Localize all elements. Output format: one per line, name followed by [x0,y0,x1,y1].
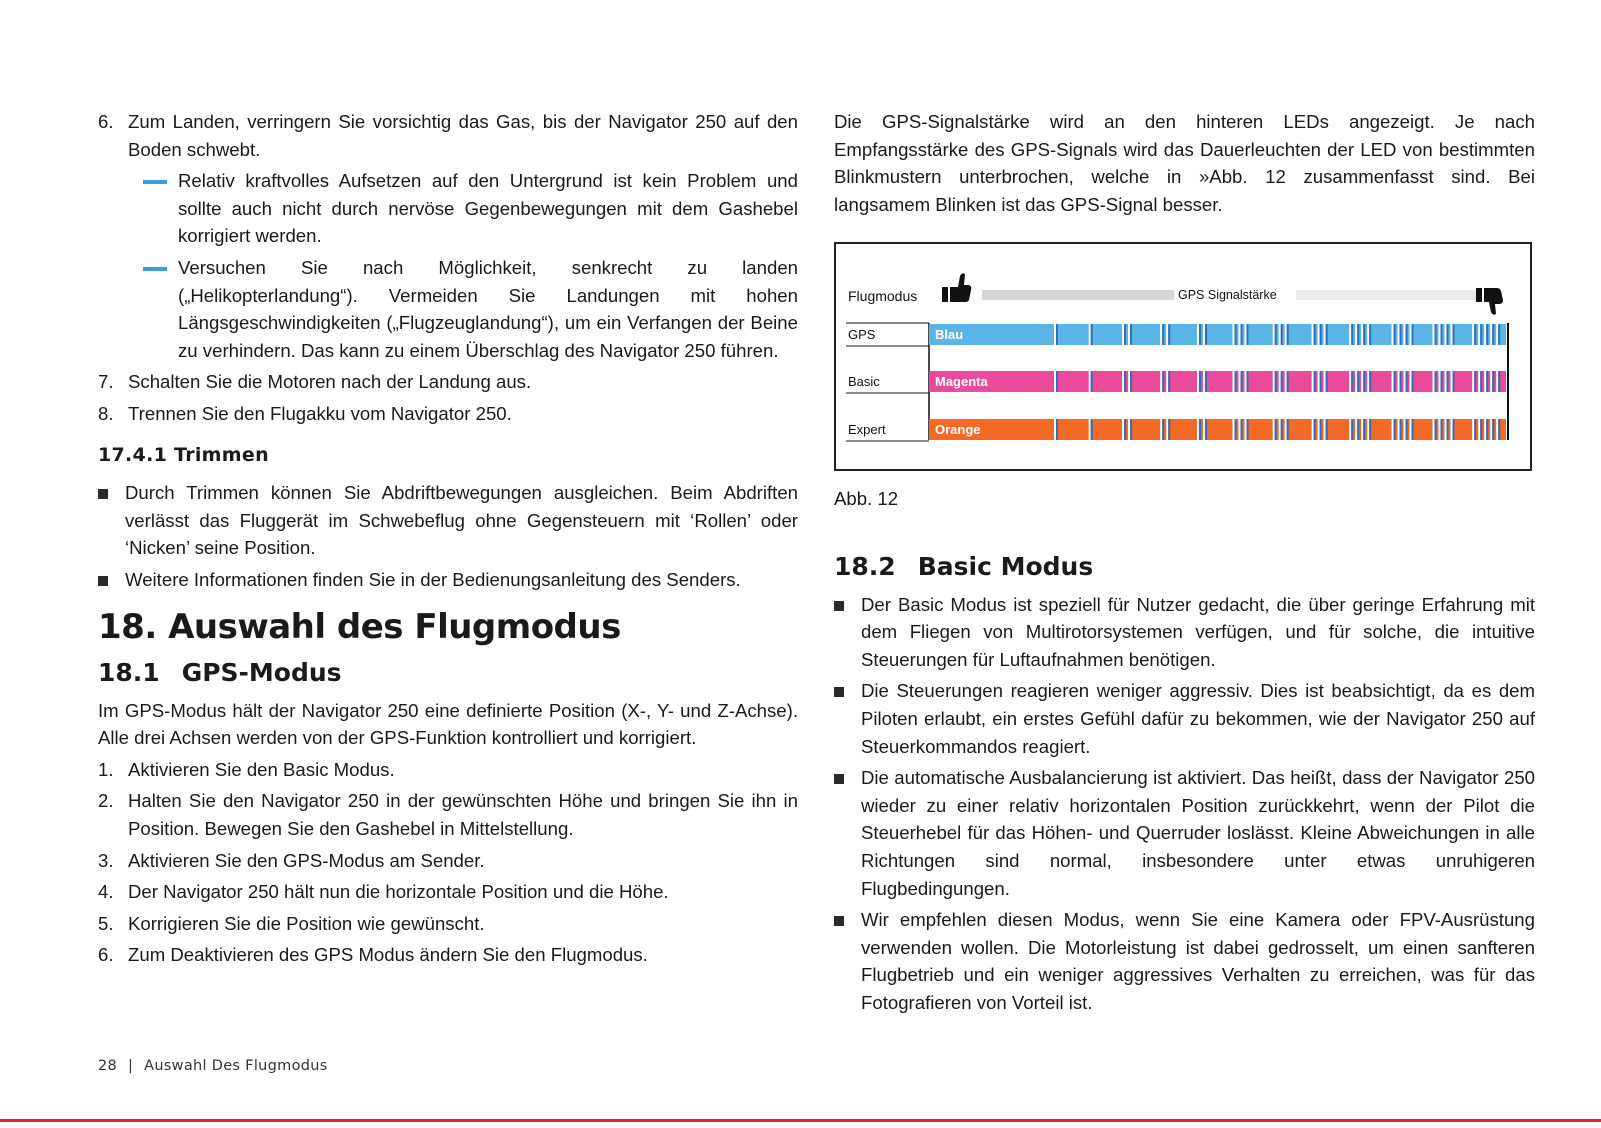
blink-stripe [1486,371,1488,392]
blink-gap [1197,371,1199,392]
blink-stripe [1351,419,1353,440]
thumbs-down-icon [1476,288,1503,315]
blink-stripe [1199,324,1201,345]
blink-gap [1239,324,1241,345]
blink-gap [1361,371,1363,392]
blink-gap [1233,419,1235,440]
list-text: Aktivieren Sie den Basic Modus. [128,758,395,780]
blink-gap [1451,324,1453,345]
blink-stripe [1412,324,1414,345]
list-item [98,756,798,784]
bullet-item [98,566,798,594]
blink-gap [1410,419,1412,440]
blink-stripe [1124,419,1126,440]
blink-gap [1245,419,1247,440]
list-text: Aktivieren Sie den GPS-Modus am Sender. [128,849,485,871]
thumbs-up-icon [942,274,971,303]
blink-gap [1324,371,1326,392]
blink-gap [1324,324,1326,345]
led-bar-basic [929,371,1506,392]
gps-intro: Im GPS-Modus hält der Navigator 250 eine definierte Position (X-, Y- und Z-Achse). Alle drei Achsen werden von der GPS-Funktion kontrolliert und korrigiert. [98,699,798,749]
blink-gap [1197,419,1199,440]
blink-gap [1472,419,1474,440]
blink-stripe [1314,419,1316,440]
blink-stripe [1130,419,1132,440]
blink-gap [1490,419,1492,440]
blink-stripe [1474,371,1476,392]
blink-stripe [1326,419,1328,440]
blink-stripe [1235,419,1237,440]
blink-gap [1089,419,1091,440]
blink-gap [1273,419,1275,440]
blink-stripe [1056,371,1058,392]
blink-stripe [1320,371,1322,392]
blink-gap [1478,324,1480,345]
blink-stripe [1412,371,1414,392]
blink-gap [1410,371,1412,392]
blink-stripe [1326,371,1328,392]
blink-gap [1349,419,1351,440]
blink-stripe [1453,324,1455,345]
blink-gap [1239,371,1241,392]
blink-stripe [1480,371,1482,392]
bottom-accent-line [0,1119,1601,1122]
chapter-title: 18. Auswahl des Flugmodus [98,606,621,647]
blink-stripe [1357,371,1359,392]
blink-gap [1472,324,1474,345]
led-bar-gps [929,324,1506,345]
blink-stripe [1162,324,1164,345]
blink-gap [1203,419,1205,440]
blink-stripe [1124,371,1126,392]
blink-stripe [1400,324,1402,345]
blink-gap [1445,324,1447,345]
blink-stripe [1091,324,1093,345]
blink-stripe [1235,324,1237,345]
blink-stripe [1474,419,1476,440]
list-text: Halten Sie den Navigator 250 in der gewünschten Höhe und bringen Sie ihn in Position. Bewegen Sie den Gashebel in Mittelstellung. [128,790,798,840]
blink-stripe [1406,324,1408,345]
basic-heading-number: 18.2 [834,551,896,581]
blink-stripe [1394,324,1396,345]
blink-stripe [1199,419,1201,440]
blink-gap [1439,324,1441,345]
blink-stripe [1435,419,1437,440]
blink-stripe [1205,371,1207,392]
blink-stripe [1369,324,1371,345]
square-bullet-icon [834,601,844,611]
blink-gap [1166,371,1168,392]
blink-gap [1122,371,1124,392]
page-footer [98,1058,328,1074]
blink-gap [1203,324,1205,345]
blink-stripe [1363,419,1365,440]
blink-stripe [1435,371,1437,392]
bullet-item [834,764,1535,902]
blink-stripe [1406,419,1408,440]
blink-stripe [1247,324,1249,345]
list-item [98,368,798,396]
list-item [98,878,798,906]
blink-gap [1122,324,1124,345]
blink-stripe [1326,324,1328,345]
dash-bullet-icon [143,180,167,184]
blink-stripe [1281,324,1283,345]
blink-gap [1451,419,1453,440]
mode-label-gps: GPS [848,327,876,343]
blink-gap [1398,371,1400,392]
list-text: Der Navigator 250 hält nun die horizontale Position und die Höhe. [128,881,669,903]
blink-stripe [1369,371,1371,392]
blink-stripe [1498,324,1500,345]
bullet-text: Der Basic Modus ist speziell für Nutzer gedacht, die über geringe Erfahrung mit dem Fliegen von Multirotorsystemen verfügen, und für solche, die intuitive Steuerungen für Luftaufnahmen benötigen. [861,593,1535,670]
blink-gap [1197,324,1199,345]
blink-gap [1312,324,1314,345]
list-item [98,941,798,969]
blink-stripe [1492,371,1494,392]
led-color-label: Magenta [935,374,988,390]
blink-stripe [1241,419,1243,440]
list-number: 6. [98,944,114,966]
blink-gap [1349,371,1351,392]
blink-gap [1273,371,1275,392]
blink-gap [1439,419,1441,440]
mode-label-expert: Expert [848,422,886,438]
blink-gap [1398,324,1400,345]
blink-gap [1355,371,1357,392]
blink-gap [1324,419,1326,440]
blink-gap [1122,419,1124,440]
list-item [98,787,798,842]
blink-gap [1312,419,1314,440]
blink-stripe [1363,371,1365,392]
blink-stripe [1320,324,1322,345]
blink-gap [1160,371,1162,392]
blink-stripe [1394,419,1396,440]
blink-gap [1355,324,1357,345]
bullet-item [98,479,798,562]
blink-stripe [1091,371,1093,392]
blink-stripe [1275,324,1277,345]
sub-list-text: Relativ kraftvolles Aufsetzen auf den Untergrund ist kein Problem und sollte auch nicht durch nervöse Gegenbewegungen mit dem Gashebel korrigiert werden. [178,170,798,247]
blink-gap [1496,371,1498,392]
blink-gap [1472,371,1474,392]
blink-gap [1054,371,1056,392]
blink-stripe [1314,324,1316,345]
list-item [98,400,798,428]
blink-gap [1285,324,1287,345]
blink-gap [1089,371,1091,392]
blink-gap [1367,324,1369,345]
blink-stripe [1400,371,1402,392]
bullet-item [834,906,1535,1016]
sub-list-text: Versuchen Sie nach Möglichkeit, senkrecht zu landen („Helikopterlandung“). Vermeiden Sie Landungen mit hohen Längsgeschwindigkeiten („Flugzeuglandung“), um ein Verfangen der Beine zu verhindern. Das kann zu einem Überschlag des Navigator 250 führen. [178,256,798,361]
blink-gap [1496,324,1498,345]
blink-stripe [1275,419,1277,440]
blink-stripe [1492,419,1494,440]
blink-gap [1054,419,1056,440]
blink-stripe [1486,324,1488,345]
list-text: Trennen Sie den Flugakku vom Navigator 250. [128,402,512,424]
blink-stripe [1314,371,1316,392]
blink-gap [1410,324,1412,345]
blink-stripe [1453,371,1455,392]
list-number: 5. [98,912,114,934]
blink-gap [1160,419,1162,440]
blink-gap [1433,371,1435,392]
blink-stripe [1498,419,1500,440]
bullet-text: Die automatische Ausbalancierung ist aktiviert. Das heißt, dass der Navigator 250 wieder zu einer relativ horizontalen Position zurückkehrt, wenn der Pilot die Steuerhebel für das Höhen- und Querruder loslässt. Kleine Abweichungen in alle Richtungen sind normal, insbesondere unter etwas unruhigeren Flugbedingungen. [861,767,1535,899]
blink-gap [1279,324,1281,345]
flugmodus-label: Flugmodus [848,288,918,305]
blink-stripe [1474,324,1476,345]
blink-gap [1279,371,1281,392]
list-number: 4. [98,881,114,903]
blink-stripe [1130,324,1132,345]
mode-label-basic: Basic [848,374,880,390]
bullet-text: Die Steuerungen reagieren weniger aggressiv. Dies ist beabsichtigt, da es dem Piloten erlaubt, ein erstes Gefühl dafür zu bekommen, wie der Navigator 250 auf Steuerkommandos reagiert. [861,680,1535,757]
blink-gap [1160,324,1162,345]
list-item [98,910,798,938]
blink-gap [1445,419,1447,440]
blink-stripe [1205,419,1207,440]
blink-gap [1490,371,1492,392]
blink-gap [1233,371,1235,392]
blink-gap [1439,371,1441,392]
trimmen-heading: 17.4.1 Trimmen [98,443,269,466]
blink-gap [1361,324,1363,345]
square-bullet-icon [98,489,108,499]
blink-gap [1478,371,1480,392]
blink-stripe [1287,324,1289,345]
page-number: 28 [98,1058,118,1074]
blink-stripe [1247,419,1249,440]
bullet-item [834,591,1535,674]
blink-stripe [1447,371,1449,392]
blink-stripe [1492,324,1494,345]
blink-stripe [1357,419,1359,440]
blink-stripe [1275,371,1277,392]
list-number: 3. [98,849,114,871]
blink-stripe [1056,419,1058,440]
signal-bar-left [982,290,1174,300]
blink-stripe [1168,371,1170,392]
led-rows [846,323,1506,441]
blink-stripe [1320,419,1322,440]
blink-gap [1349,324,1351,345]
blink-gap [1285,419,1287,440]
list-text: Korrigieren Sie die Position wie gewünscht. [128,912,485,934]
blink-stripe [1447,324,1449,345]
blink-stripe [1130,371,1132,392]
list-number: 7. [98,371,114,393]
blink-gap [1273,324,1275,345]
blink-stripe [1162,419,1164,440]
blink-stripe [1281,419,1283,440]
blink-gap [1279,419,1281,440]
blink-stripe [1281,371,1283,392]
led-color-label: Orange [935,422,981,438]
blink-gap [1433,324,1435,345]
blink-gap [1318,371,1320,392]
sub-list-item [143,254,798,364]
blink-gap [1089,324,1091,345]
list-text: Zum Landen, verringern Sie vorsichtig das Gas, bis der Navigator 250 auf den Boden schwebt. [128,111,798,160]
blink-gap [1478,419,1480,440]
blink-stripe [1447,419,1449,440]
blink-gap [1484,419,1486,440]
figure-caption: Abb. 12 [834,488,899,510]
blink-gap [1128,419,1130,440]
blink-gap [1233,324,1235,345]
list-number: 8. [98,402,114,424]
blink-stripe [1480,324,1482,345]
square-bullet-icon [98,576,108,586]
gps-signal-intro: Die GPS-Signalstärke wird an den hinteren LEDs angezeigt. Je nach Empfangsstärke des GPS-Signals wird das Dauerleuchten der LED von bestimmten Blinkmustern unterbrochen, welche in »Abb. 12 zusammenfasst sind. Bei langsamem Blinken ist das GPS-Signal besser. [834,111,1535,215]
led-pattern-figure [834,242,1532,471]
blink-stripe [1441,324,1443,345]
blink-gap [1433,419,1435,440]
blink-gap [1245,324,1247,345]
blink-stripe [1394,371,1396,392]
blink-gap [1054,324,1056,345]
blink-stripe [1056,324,1058,345]
blink-stripe [1357,324,1359,345]
blink-gap [1128,371,1130,392]
blink-gap [1445,371,1447,392]
list-number: 2. [98,790,114,812]
blink-stripe [1351,371,1353,392]
blink-gap [1392,324,1394,345]
blink-gap [1239,419,1241,440]
blink-stripe [1199,371,1201,392]
blink-stripe [1241,371,1243,392]
blink-gap [1451,371,1453,392]
blink-stripe [1287,419,1289,440]
led-pattern-diagram [836,244,1534,473]
blink-gap [1392,419,1394,440]
blink-gap [1484,371,1486,392]
sub-list-item [143,167,798,250]
bullet-text: Durch Trimmen können Sie Abdriftbewegungen ausgleichen. Beim Abdriften verlässt das Fluggerät im Schwebeflug ohne Gegensteuern mit ‘Rollen’ oder ‘Nicken’ seine Position. [125,482,798,559]
blink-gap [1128,324,1130,345]
footer-separator: | [127,1058,134,1074]
blink-stripe [1241,324,1243,345]
blink-stripe [1369,419,1371,440]
square-bullet-icon [834,774,844,784]
led-bar-expert [929,419,1506,440]
blink-stripe [1205,324,1207,345]
signal-strength-label: GPS Signalstärke [1178,288,1277,303]
bullet-text: Weitere Informationen finden Sie in der Bedienungsanleitung des Senders. [125,568,741,590]
blink-gap [1355,419,1357,440]
left-column [98,108,798,973]
basic-heading-title: Basic Modus [917,551,1094,581]
gps-heading-title: GPS-Modus [181,658,342,688]
blink-stripe [1406,371,1408,392]
dash-bullet-icon [143,267,167,271]
right-column [834,108,1535,1020]
blink-stripe [1168,324,1170,345]
gps-heading [98,659,798,687]
list-item [98,847,798,875]
blink-stripe [1247,371,1249,392]
blink-stripe [1162,371,1164,392]
blink-gap [1367,419,1369,440]
blink-stripe [1091,419,1093,440]
blink-stripe [1287,371,1289,392]
signal-bar-right [1296,290,1476,300]
blink-gap [1490,324,1492,345]
led-color-label: Blau [935,327,964,343]
blink-stripe [1351,324,1353,345]
blink-gap [1496,419,1498,440]
blink-stripe [1486,419,1488,440]
blink-gap [1312,371,1314,392]
square-bullet-icon [834,687,844,697]
blink-gap [1285,371,1287,392]
blink-stripe [1480,419,1482,440]
blink-gap [1166,419,1168,440]
blink-stripe [1441,371,1443,392]
footer-section: Auswahl Des Flugmodus [144,1058,328,1074]
blink-gap [1367,371,1369,392]
list-number: 1. [98,758,114,780]
blink-stripe [1124,324,1126,345]
list-item [98,108,798,163]
blink-gap [1318,419,1320,440]
blink-stripe [1498,371,1500,392]
square-bullet-icon [834,916,844,926]
blink-gap [1361,419,1363,440]
blink-gap [1484,324,1486,345]
blink-stripe [1412,419,1414,440]
blink-stripe [1235,371,1237,392]
blink-gap [1245,371,1247,392]
blink-gap [1404,324,1406,345]
blink-gap [1166,324,1168,345]
blink-stripe [1453,419,1455,440]
blink-gap [1203,371,1205,392]
blink-gap [1398,419,1400,440]
blink-stripe [1363,324,1365,345]
blink-gap [1404,371,1406,392]
bullet-text: Wir empfehlen diesen Modus, wenn Sie eine Kamera oder FPV-Ausrüstung verwenden wollen. Die Motorleistung ist dabei gedrosselt, um einen sanfteren Flugbetrieb und ein weniger aggressives Verhalten zu erreichen, was für das Fotografieren von Vorteil ist. [861,909,1535,1013]
blink-gap [1392,371,1394,392]
blink-stripe [1168,419,1170,440]
list-text: Schalten Sie die Motoren nach der Landung aus. [128,371,532,393]
bullet-item [834,677,1535,760]
blink-stripe [1435,324,1437,345]
list-number: 6. [98,111,114,132]
blink-stripe [1441,419,1443,440]
gps-heading-number: 18.1 [98,658,160,688]
list-text: Zum Deaktivieren des GPS Modus ändern Sie den Flugmodus. [128,944,648,966]
blink-gap [1404,419,1406,440]
blink-stripe [1400,419,1402,440]
basic-heading [834,553,1535,581]
blink-gap [1318,324,1320,345]
